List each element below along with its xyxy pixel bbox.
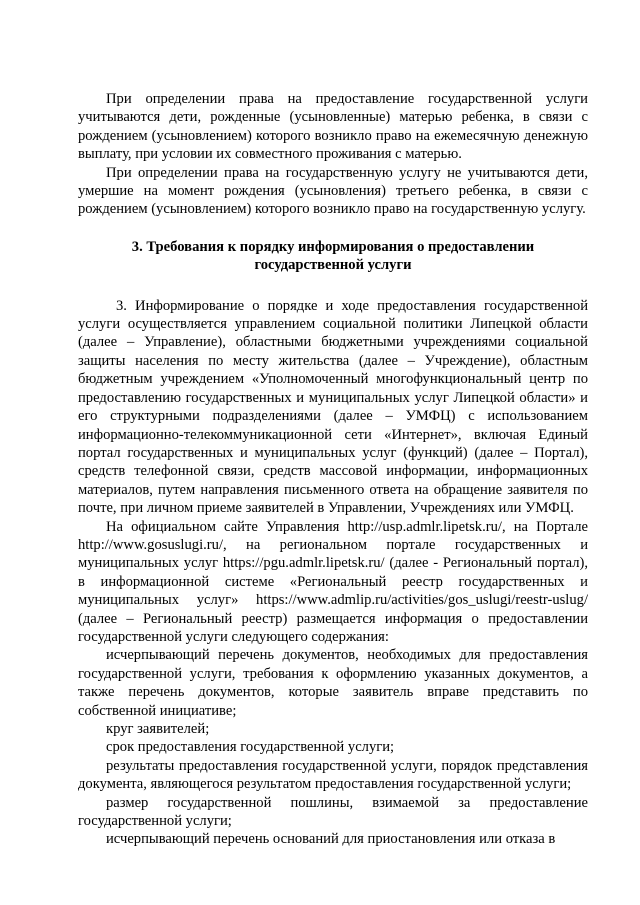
paragraph: При определении права на государственную услугу не учитываются дети, умершие на момент рождения (усыновления) третьего ребенка, в связи с рождением (усыновлением) которого возникло право на государственную услугу. (78, 164, 588, 218)
list-item: размер государственной пошлины, взимаемой за предоставление государственной услуги; (78, 794, 588, 830)
list-item: исчерпывающий перечень документов, необходимых для предоставления государственной услуги, требования к оформлению указанных документов, а также перечень документов, которые заявитель вправе представить по собственной инициативе; (78, 647, 588, 719)
paragraph: На официальном сайте Управления http://usp.admlr.lipetsk.ru/, на Портале http://www.gosuslugi.ru/, на региональном портале государственных и муниципальных услуг https://pgu.admlr.lipetsk.ru/ (далее - Региональный портал), в информационной системе «Региональный реестр государственных и муниципальных услуг» https://www.admlip.ru/activities/gos_uslugi/reestr-uslug/ (далее – Региональный реестр) размещается информация о предоставлении государственной услуги следующего содержания: (78, 518, 588, 645)
list-item: срок предоставления государственной услуги; (106, 739, 395, 756)
list-item: результаты предоставления государственной услуги, порядок представления документа, являющегося результатом предоставления государственной услуги; (78, 757, 588, 793)
paragraph: 3. Информирование о порядке и ходе предоставления государственной услуги осуществляется управлением социальной политики Липецкой области (далее – Управление), областными бюджетными учреждениями социальной защиты населения по месту жительства (далее – Учреждение), областным бюджетным учреждением «Уполномоченный многофункциональный центр по предоставлению государственных и муниципальных услуг Липецкой области» и его структурными подразделениями (далее – УМФЦ) с использованием информационно-телекоммуникационной сети «Интернет», включая Единый портал государственных и муниципальных услуг (функций) (далее – Портал), средств телефонной связи, средств массовой информации, информационных материалов, путем направления письменного ответа на обращение заявителя по почте, при личном приеме заявителей в Управлении, Учреждениях или УМФЦ. (78, 297, 588, 517)
document-page (78, 90, 588, 849)
paragraph: При определении права на предоставление государственной услуги учитываются дети, рожденные (усыновленные) матерью ребенка, в связи с рождением (усыновлением) которого возникло право на ежемесячную денежную выплату, при условии их совместного проживания с матерью. (78, 91, 588, 163)
list-item: круг заявителей; (106, 721, 210, 737)
list-item: исчерпывающий перечень оснований для приостановления или отказа в (106, 831, 556, 848)
section-heading: 3. Требования к порядку информирования о предоставлении государственной услуги (131, 238, 535, 274)
